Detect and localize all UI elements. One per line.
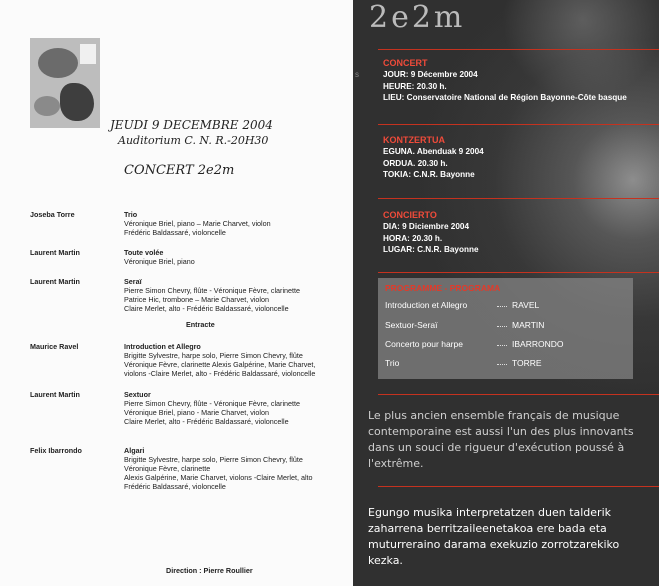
performers-line: Véronique Fèvre, clarinette Alexis Galpérine, Marie Charvet, xyxy=(124,360,316,369)
work-title: Sextuor xyxy=(124,390,151,399)
composer-name: Joseba Torre xyxy=(30,210,75,219)
performers-line: Pierre Simon Chevry, flûte - Véronique Fèvre, clarinette xyxy=(124,399,301,408)
work-title: Seraï xyxy=(124,277,142,286)
programme-title: Trio xyxy=(385,358,400,368)
work-title: Trio xyxy=(124,210,138,219)
programme-title: Concerto pour harpe xyxy=(385,339,463,349)
handwritten-venue: Auditorium C. N. R.-20H30 xyxy=(118,134,269,147)
description-basque: Egungo musika interpretatzen duen talderik zaharrena berritzaileenetakoa ere bada eta muturreraino darama exekuzio zorrotzarekiko kezka. xyxy=(368,506,620,567)
block-heading: KONTZERTUA xyxy=(383,135,445,145)
performers-line: violons -Claire Merlet, alto - Frédéric Baldassaré, violoncelle xyxy=(124,369,316,378)
artwork-thumbnail xyxy=(30,38,100,128)
performers-line: Claire Merlet, alto - Frédéric Baldassaré, violoncelle xyxy=(124,304,289,313)
work-title: Toute volée xyxy=(124,248,164,257)
edge-mark: s xyxy=(355,70,359,79)
programme-title: Introduction et Allegro xyxy=(385,300,468,310)
work-title: Algari xyxy=(124,446,145,455)
ensemble-logo: 2e2m xyxy=(369,0,466,35)
programme-composer: RAVEL xyxy=(512,300,540,310)
handwritten-date: JEUDI 9 DECEMBRE 2004 xyxy=(110,118,273,132)
divider xyxy=(378,272,659,273)
work-title: Introduction et Allegro xyxy=(124,342,201,351)
composer-name: Laurent Martin xyxy=(30,248,80,257)
divider xyxy=(378,394,659,395)
performers-line: Alexis Galpérine, Marie Charvet, violons -Claire Merlet, alto xyxy=(124,473,313,482)
programme-heading: PROGRAMME - PROGRAMA xyxy=(385,283,501,293)
info-line: HORA: 20.30 h. xyxy=(383,233,443,243)
divider xyxy=(378,49,659,50)
performers-line: Brigitte Sylvestre, harpe solo, Pierre Simon Chevry, flûte xyxy=(124,455,303,464)
performers-line: Frédéric Baldassaré, violoncelle xyxy=(124,228,226,237)
composer-name: Laurent Martin xyxy=(30,277,80,286)
performers-line: Frédéric Baldassaré, violoncelle xyxy=(124,482,226,491)
info-line: JOUR: 9 Décembre 2004 xyxy=(383,70,478,79)
concert-info-eu xyxy=(383,134,484,181)
concert-info-fr xyxy=(383,57,627,104)
info-line: HEURE: 20.30 h. xyxy=(383,81,447,91)
info-line: LUGAR: C.N.R. Bayonne xyxy=(383,245,479,254)
info-line: TOKIA: C.N.R. Bayonne xyxy=(383,170,475,179)
composer-name: Maurice Ravel xyxy=(30,342,79,351)
programme-box xyxy=(378,278,633,379)
concert-info-es xyxy=(383,209,479,256)
performers-line: Véronique Fèvre, clarinette xyxy=(124,464,211,473)
performers-line: Brigitte Sylvestre, harpe solo, Pierre Simon Chevry, flûte xyxy=(124,351,303,360)
description-french: Le plus ancien ensemble français de musique contemporaine est aussi l'un des plus innovants dans un souci de rigueur d'exécution poussé à l'extrême. xyxy=(368,409,634,470)
block-heading: CONCIERTO xyxy=(383,210,437,220)
programme-composer: MARTIN xyxy=(512,320,545,330)
divider xyxy=(378,486,659,487)
performers-line: Pierre Simon Chevry, flûte - Véronique Fèvre, clarinette xyxy=(124,286,301,295)
performers-line: Véronique Briel, piano – Marie Charvet, violon xyxy=(124,219,271,228)
programme-title: Sextuor-Seraï xyxy=(385,320,438,330)
divider xyxy=(378,198,659,199)
direction-credit: Direction : Pierre Roullier xyxy=(166,566,253,575)
block-heading: CONCERT xyxy=(383,58,428,68)
info-line: ORDUA. 20.30 h. xyxy=(383,158,448,168)
info-line: EGUNA. Abenduak 9 2004 xyxy=(383,147,484,156)
performers-line: Patrice Hic, trombone – Marie Charvet, violon xyxy=(124,295,270,304)
composer-name: Laurent Martin xyxy=(30,390,80,399)
info-line: LIEU: Conservatoire National de Région Bayonne-Côte basque xyxy=(383,93,627,102)
performers-line: Véronique Briel, piano xyxy=(124,257,195,266)
handwritten-concert: CONCERT 2e2m xyxy=(124,163,235,178)
performers-line: Claire Merlet, alto - Frédéric Baldassaré, violoncelle xyxy=(124,417,289,426)
right-page xyxy=(353,0,659,586)
divider xyxy=(378,124,659,125)
info-line: DIA: 9 Diciembre 2004 xyxy=(383,222,470,231)
performers-line: Véronique Briel, piano - Marie Charvet, violon xyxy=(124,408,270,417)
entracte-label: Entracte xyxy=(186,320,215,329)
programme-composer: TORRE xyxy=(512,358,542,368)
composer-name: Felix Ibarrondo xyxy=(30,446,82,455)
programme-composer: IBARRONDO xyxy=(512,339,564,349)
